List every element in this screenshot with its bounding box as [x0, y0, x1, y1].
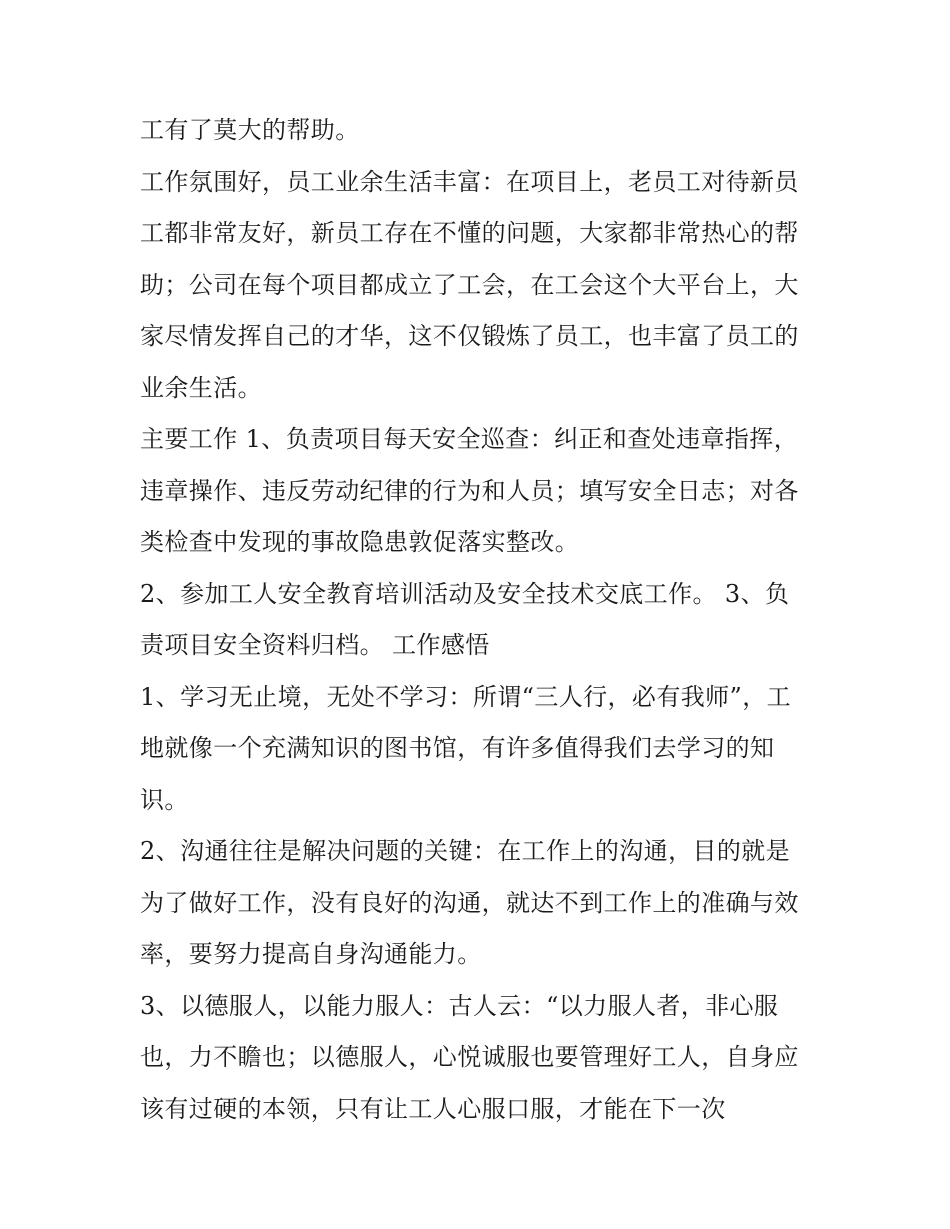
text-line: 责项目安全资料归档。 工作感悟	[140, 631, 490, 659]
text-line: 该有过硬的本领，只有让工人心服口服，才能在下一次	[140, 1094, 726, 1123]
document-body	[140, 108, 820, 1138]
text-line: 工作氛围好，员工业余生活丰富：在项目上，老员工对待新员	[140, 167, 799, 196]
text-line: 类检查中发现的事故隐患敦促落实整改。	[140, 528, 580, 556]
text-line: 为了做好工作，没有良好的沟通，就达不到工作上的准确与效	[140, 888, 799, 917]
text-line: 工都非常友好，新员工存在不懂的问题，大家都非常热心的帮	[140, 219, 799, 247]
text-line: 3、以德服人，以能力服人：古人云：“以力服人者，非心服	[140, 991, 779, 1020]
text-line: 违章操作、违反劳动纪律的行为和人员；填写安全日志；对各	[140, 476, 799, 505]
text-line: 业余生活。	[140, 373, 262, 402]
text-line: 主要工作 1、负责项目每天安全巡查：纠正和查处违章指挥，	[140, 425, 799, 453]
text-line: 助；公司在每个项目都成立了工会，在工会这个大平台上，大	[140, 270, 799, 299]
text-line: 家尽情发挥自己的才华，这不仅锻炼了员工，也丰富了员工的	[140, 322, 799, 350]
text-line: 地就像一个充满知识的图书馆，有许多值得我们去学习的知	[140, 734, 775, 762]
text-line: 工有了莫大的帮助。	[140, 116, 360, 144]
text-line: 识。	[140, 785, 189, 814]
text-line: 1、学习无止境，无处不学习：所谓“三人行，必有我师”，工	[140, 682, 792, 711]
text-line: 2、参加工人安全教育培训活动及安全技术交底工作。 3、负	[140, 579, 790, 608]
text-line: 率，要努力提高自身沟通能力。	[140, 940, 482, 968]
text-line: 2、沟通往往是解决问题的关键：在工作上的沟通，目的就是	[140, 837, 791, 865]
text-line: 也，力不瞻也；以德服人，心悦诚服也要管理好工人，自身应	[140, 1043, 799, 1071]
